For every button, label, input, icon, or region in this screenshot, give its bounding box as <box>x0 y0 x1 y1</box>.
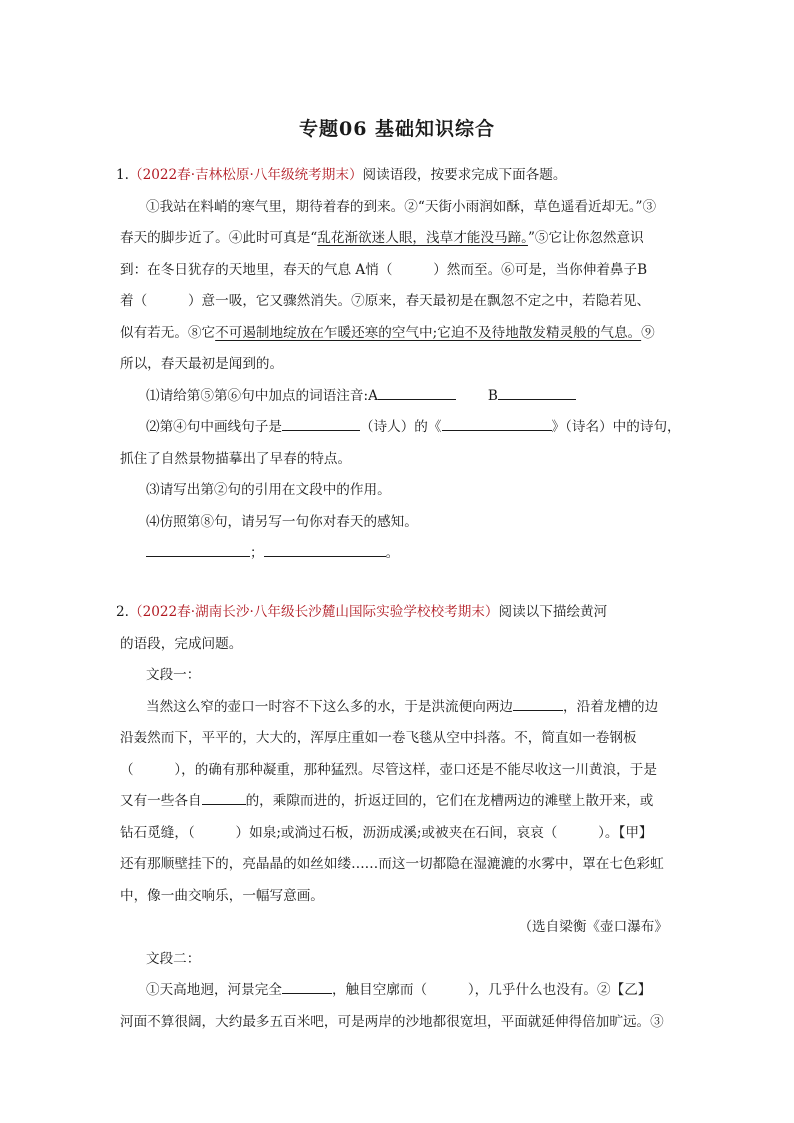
answer-blank[interactable] <box>146 540 250 557</box>
passage-line: 到：在冬日犹存的天地里，春天的气息 A悄（ ）然而至。⑥可是，当你伸着鼻子B <box>120 261 648 278</box>
passage-line: 钻石觅缝，（ ）如泉;或淌过石板，沥沥成溪;或被夹在石间，哀哀（ ）。【甲】 <box>120 824 653 841</box>
answer-blank[interactable] <box>513 694 563 711</box>
passage-line: 河面不算很阔，大约最多五百米吧，可是两岸的沙地都很宽坦，平面就延伸得倍加旷远。③ <box>120 1013 664 1030</box>
answer-blank[interactable] <box>378 383 456 400</box>
answer-blank[interactable] <box>498 383 576 400</box>
question-source: （2022春·吉林松原·八年级统考期末） <box>128 167 363 183</box>
question-source: （2022春·湖南长沙·八年级长沙麓山国际实验学校校考期末） <box>128 604 499 620</box>
answer-blank[interactable] <box>282 414 360 431</box>
underlined-sentence: 不可遏制地绽放在乍暖还寒的空气中;它迫不及待地散发精灵般的气息。 <box>215 324 642 341</box>
question-intro-cont: 的语段，完成问题。 <box>120 635 243 652</box>
passage-line: 当然这么窄的壶口一时容不下这么多的水，于是洪流便向两边 ，沿着龙槽的边 <box>120 692 680 724</box>
passage-line: 中，像一曲交响乐，一幅写意画。 <box>120 887 324 904</box>
sub-question-2: ⑵第④句中画线句子是 （诗人）的《 》（诗名）中的诗句， <box>120 412 680 444</box>
question-number: 1. <box>116 167 129 183</box>
passage-line: 又有一些各自 的，乘隙而进的，折返迂回的，它们在龙槽两边的滩壁上散开来，或 <box>120 786 680 818</box>
sub-question-3: ⑶请写出第②句的引用在文段中的作用。 <box>146 482 391 498</box>
question-intro: 阅读语段，按要求完成下面各题。 <box>362 167 567 183</box>
passage-line: 沿轰然而下，平平的，大大的，浑厚庄重如一卷飞毯从空中抖落。不，简直如一卷钢板 <box>120 730 637 746</box>
passage-line: ①天高地迥，河景完全 ，触目空廓而（ ），几乎什么也没有。②【乙】 <box>120 975 680 1007</box>
segment-label: 文段二： <box>146 950 201 967</box>
answer-blank[interactable] <box>442 414 552 431</box>
question-1 <box>116 160 681 570</box>
question-intro: 阅读以下描绘黄河 <box>498 604 608 620</box>
sub-question-2-cont: 抓住了自然景物描摹出了早春的特点。 <box>120 450 352 467</box>
sub-question-1: ⑴请给第⑤第⑥句中加点的词语注音:A B <box>120 381 680 413</box>
passage-line: （ ），的确有那种凝重，那种猛烈。尽管这样，壶口还是不能尽收这一川黄浪，于是 <box>120 761 657 778</box>
passage-line: 似有若无。⑧它不可遏制地绽放在乍暖还寒的空气中;它迫不及待地散发精灵般的气息。⑨ <box>120 324 655 341</box>
question-2 <box>116 597 680 1038</box>
sub-question-4-answer: ； 。 <box>120 538 680 570</box>
answer-blank[interactable] <box>202 788 246 805</box>
sub-question-4: ⑷仿照第⑧句，请另写一句你对春天的感知。 <box>146 513 418 530</box>
citation: （选自梁衡《壶口瀑布》 <box>518 919 668 935</box>
passage-line: 春天的脚步近了。④此时可真是“乱花渐欲迷人眼，浅草才能没马蹄。”⑤它让你忽然意识 <box>120 230 644 246</box>
underlined-sentence: 乱花渐欲迷人眼，浅草才能没马蹄。 <box>317 230 528 246</box>
page-title: 专题06 基础知识综合 <box>298 118 496 140</box>
question-2-header <box>116 597 680 629</box>
answer-blank[interactable] <box>264 540 386 557</box>
question-1-header <box>116 160 680 192</box>
passage-line: ①我站在料峭的寒气里，期待着春的到来。②“天街小雨润如酥，草色遥看近却无。”③ <box>146 198 657 215</box>
passage-line: 着（ ）意一吸，它又骤然消失。⑦原来，春天最初是在飘忽不定之中，若隐若见、 <box>120 293 651 309</box>
question-number: 2. <box>116 604 129 620</box>
passage-line: 还有那顺壁挂下的，亮晶晶的如丝如缕……而这一切都隐在湿漉漉的水雾中，罩在七色彩虹 <box>120 856 664 872</box>
answer-blank[interactable] <box>282 977 332 994</box>
passage-line: 所以，春天最初是闻到的。 <box>120 356 284 372</box>
segment-label: 文段一： <box>146 667 201 683</box>
